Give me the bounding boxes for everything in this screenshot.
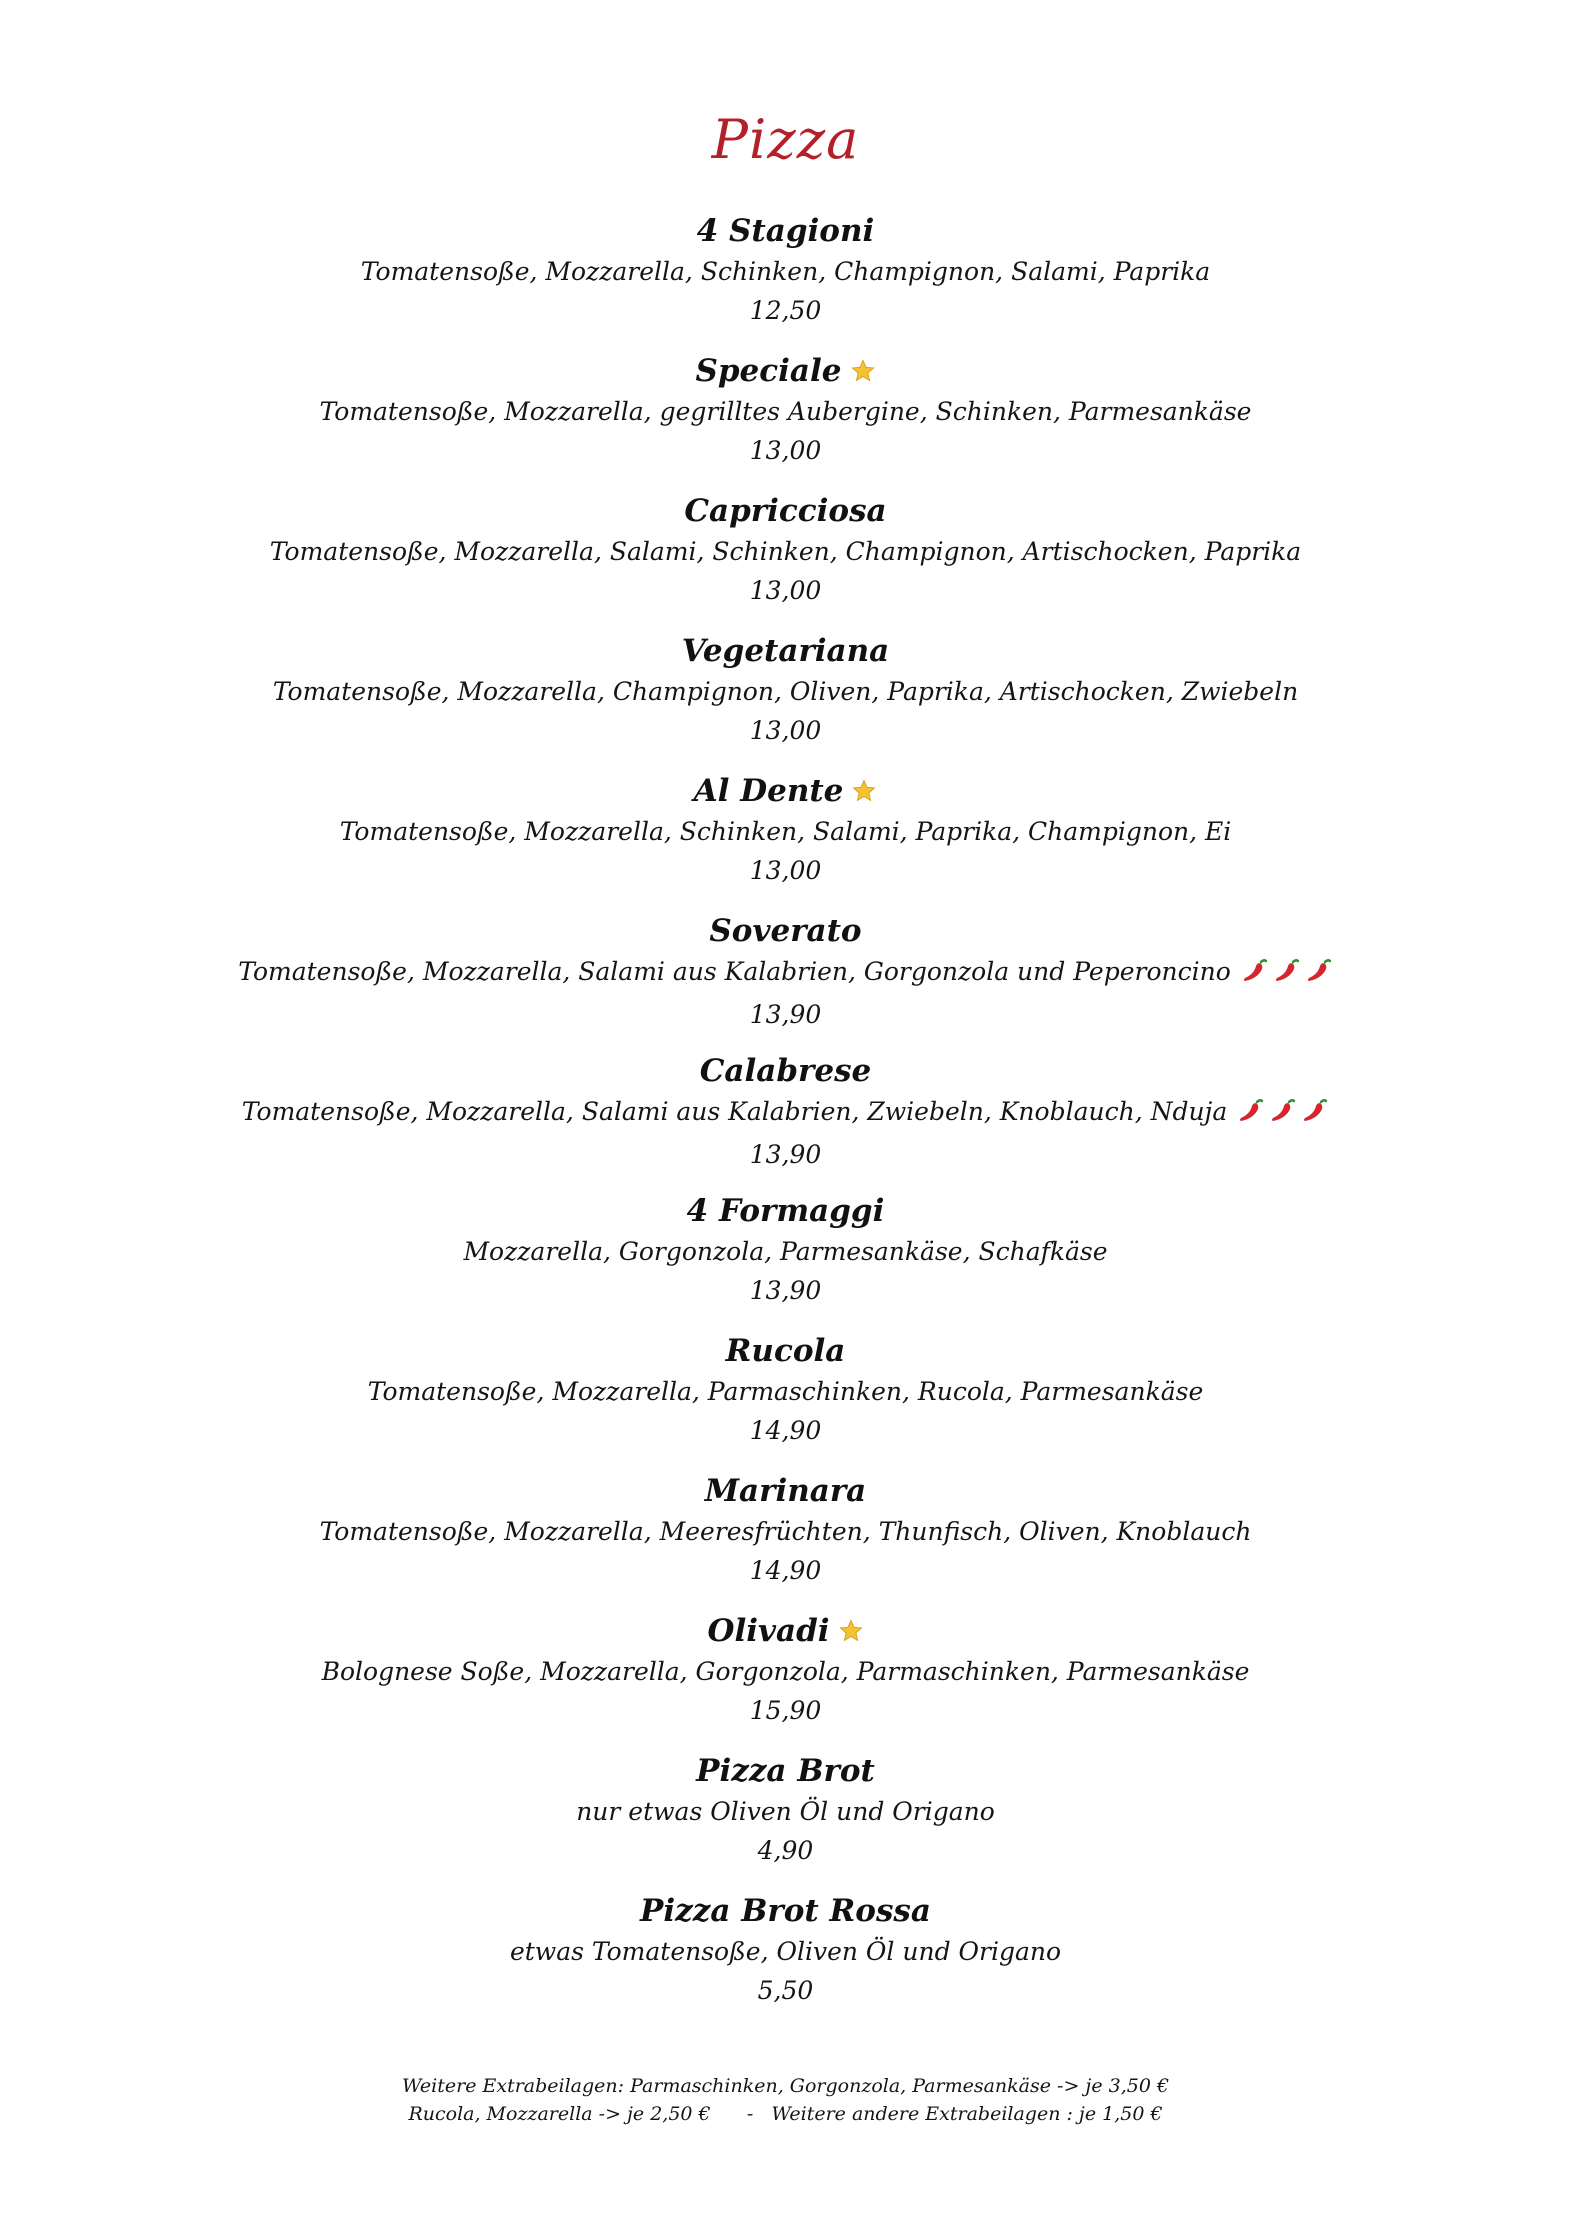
chili-pepper-icon	[1273, 958, 1301, 984]
item-description: Tomatensoße, Mozzarella, Salami, Schinken, Champignon, Artischocken, Paprika	[269, 537, 1302, 566]
chili-pepper-icon	[1301, 1098, 1329, 1124]
extras-line-2: Rucola, Mozzarella -> je 2,50 € - Weitere andere Extrabeilagen : je 1,50 €	[408, 2103, 1163, 2125]
item-name: Soverato	[709, 913, 862, 949]
item-description: Tomatensoße, Mozzarella, gegrilltes Aubergine, Schinken, Parmesankäse	[319, 397, 1252, 426]
item-price: 13,00	[749, 716, 822, 745]
menu-item	[0, 770, 1571, 910]
menu-item	[0, 210, 1571, 350]
item-description: Tomatensoße, Mozzarella, Salami aus Kalabrien, Gorgonzola und Peperoncino	[0, 952, 1571, 996]
chili-pepper-icon	[1241, 958, 1269, 984]
item-price: 14,90	[749, 1556, 822, 1585]
menu-item	[0, 1610, 1571, 1750]
star-icon	[838, 1618, 864, 1644]
item-price: 13,00	[749, 436, 822, 465]
menu-item	[0, 490, 1571, 630]
item-description: Tomatensoße, Mozzarella, Salami aus Kalabrien, Zwiebeln, Knoblauch, Nduja	[0, 1092, 1571, 1136]
pizza-menu-list	[0, 210, 1571, 2030]
menu-item	[0, 1890, 1571, 2030]
chili-pepper-icon	[1237, 1098, 1265, 1124]
item-price: 13,90	[749, 1276, 822, 1305]
item-price: 13,00	[749, 856, 822, 885]
menu-item	[0, 910, 1571, 1050]
item-name: Capricciosa	[684, 493, 887, 529]
item-price: 4,90	[757, 1836, 814, 1865]
spicy-rating	[1237, 956, 1333, 996]
item-description: Tomatensoße, Mozzarella, Meeresfrüchten, Thunfisch, Oliven, Knoblauch	[319, 1517, 1252, 1546]
item-name: Speciale	[0, 350, 1571, 392]
item-price: 13,90	[749, 1140, 822, 1169]
item-price: 13,00	[749, 576, 822, 605]
item-description: Tomatensoße, Mozzarella, Parmaschinken, Rucola, Parmesankäse	[367, 1377, 1204, 1406]
menu-item	[0, 350, 1571, 490]
extras-line-1: Weitere Extrabeilagen: Parmaschinken, Gorgonzola, Parmesankäse -> je 3,50 €	[401, 2075, 1170, 2097]
item-name: Vegetariana	[681, 633, 890, 669]
chili-pepper-icon	[1305, 958, 1333, 984]
item-description: Tomatensoße, Mozzarella, Schinken, Salami, Paprika, Champignon, Ei	[339, 817, 1232, 846]
item-name: Pizza Brot	[696, 1753, 875, 1789]
menu-item	[0, 1190, 1571, 1330]
item-name: Marinara	[704, 1473, 867, 1509]
menu-item	[0, 1750, 1571, 1890]
spicy-rating	[1233, 1096, 1329, 1136]
item-description: Tomatensoße, Mozzarella, Schinken, Champignon, Salami, Paprika	[360, 257, 1211, 286]
menu-item	[0, 1050, 1571, 1190]
item-description: Mozzarella, Gorgonzola, Parmesankäse, Schafkäse	[463, 1237, 1108, 1266]
item-description: etwas Tomatensoße, Oliven Öl und Origano	[509, 1937, 1062, 1966]
item-name: Al Dente	[0, 770, 1571, 812]
item-price: 5,50	[757, 1976, 814, 2005]
star-icon	[851, 778, 877, 804]
extras-footnote	[0, 2072, 1571, 2128]
menu-item	[0, 630, 1571, 770]
item-price: 13,90	[749, 1000, 822, 1029]
chili-pepper-icon	[1269, 1098, 1297, 1124]
item-description: nur etwas Oliven Öl und Origano	[576, 1797, 995, 1826]
item-price: 12,50	[749, 296, 822, 325]
item-price: 14,90	[749, 1416, 822, 1445]
item-name: Pizza Brot Rossa	[640, 1893, 931, 1929]
item-name: 4 Stagioni	[696, 213, 875, 249]
item-name: Calabrese	[699, 1053, 872, 1089]
menu-item	[0, 1330, 1571, 1470]
item-description: Bolognese Soße, Mozzarella, Gorgonzola, Parmaschinken, Parmesankäse	[321, 1657, 1250, 1686]
page-title: Pizza	[711, 108, 860, 171]
menu-item	[0, 1470, 1571, 1610]
item-name: Rucola	[725, 1333, 846, 1369]
item-name: 4 Formaggi	[686, 1193, 885, 1229]
item-name: Olivadi	[0, 1610, 1571, 1652]
item-description: Tomatensoße, Mozzarella, Champignon, Oliven, Paprika, Artischocken, Zwiebeln	[272, 677, 1299, 706]
item-price: 15,90	[749, 1696, 822, 1725]
star-icon	[850, 358, 876, 384]
